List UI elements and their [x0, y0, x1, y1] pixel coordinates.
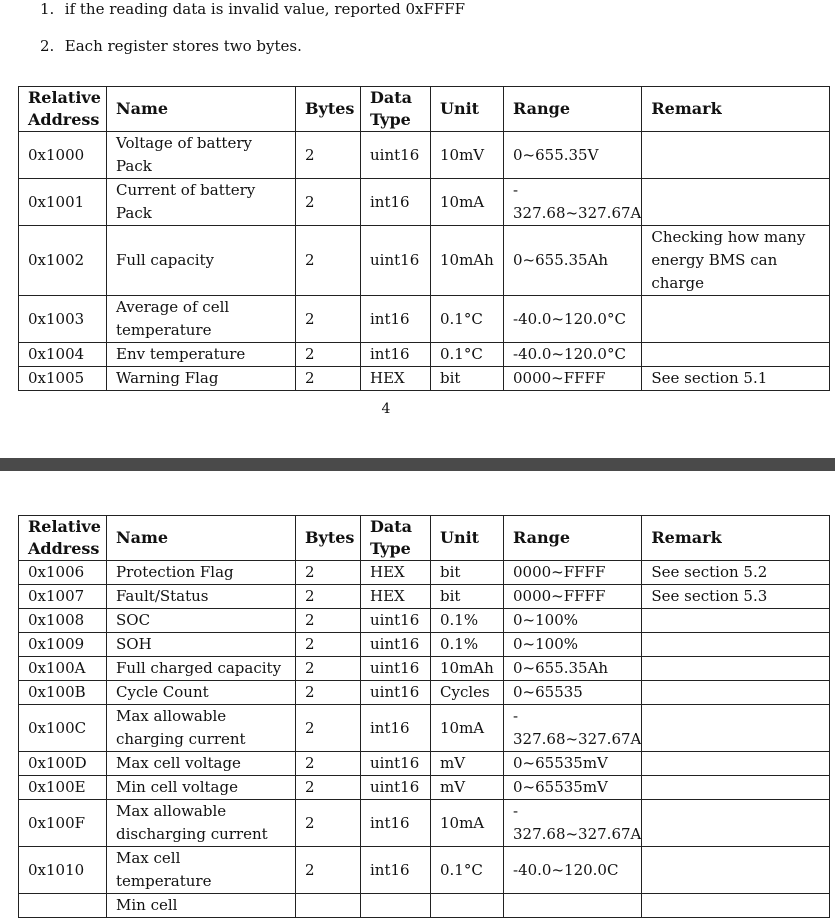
header-row — [19, 87, 830, 132]
address-cell: 0x1005 — [19, 367, 107, 391]
address-cell: 0x1000 — [19, 132, 107, 179]
remark-cell: See section 5.1 — [642, 367, 830, 391]
table-header — [19, 516, 830, 561]
bytes-cell: 2 — [296, 585, 361, 609]
remark-cell — [642, 776, 830, 800]
remark-cell: See section 5.3 — [642, 585, 830, 609]
bytes-cell: 2 — [296, 776, 361, 800]
bytes-cell: 2 — [296, 609, 361, 633]
data-type-cell: uint16 — [361, 609, 431, 633]
range-cell: 0~65535mV — [504, 776, 642, 800]
address-cell: 0x100C — [19, 705, 107, 752]
table-row — [19, 776, 830, 800]
range-cell: 0000~FFFF — [504, 561, 642, 585]
range-cell: 0~100% — [504, 609, 642, 633]
unit-cell: 0.1°C — [431, 847, 504, 894]
remark-cell — [642, 179, 830, 226]
remark-cell — [642, 800, 830, 847]
unit-cell: bit — [431, 367, 504, 391]
unit-cell: 0.1% — [431, 633, 504, 657]
table-row — [19, 226, 830, 296]
table-row — [19, 585, 830, 609]
remark-cell — [642, 752, 830, 776]
bytes-cell: 2 — [296, 561, 361, 585]
address-cell: 0x1006 — [19, 561, 107, 585]
range-cell: -40.0~120.0°C — [504, 296, 642, 343]
range-cell: 0~655.35Ah — [504, 657, 642, 681]
bytes-cell: 2 — [296, 705, 361, 752]
bytes-cell: 2 — [296, 367, 361, 391]
name-cell: Cycle Count — [107, 681, 296, 705]
header-data-type: Data Type — [361, 87, 431, 132]
bytes-cell — [296, 894, 361, 918]
header-remark: Remark — [642, 516, 830, 561]
bytes-cell: 2 — [296, 847, 361, 894]
note-number: 2. — [40, 37, 55, 55]
unit-cell: 10mA — [431, 179, 504, 226]
unit-cell: 0.1°C — [431, 296, 504, 343]
address-cell: 0x100D — [19, 752, 107, 776]
remark-cell — [642, 681, 830, 705]
data-type-cell: HEX — [361, 561, 431, 585]
name-cell: SOH — [107, 633, 296, 657]
note-text: if the reading data is invalid value, reported 0xFFFF — [64, 0, 466, 18]
data-type-cell: uint16 — [361, 752, 431, 776]
table-row — [19, 609, 830, 633]
unit-cell: mV — [431, 776, 504, 800]
data-type-cell: int16 — [361, 296, 431, 343]
unit-cell: 10mAh — [431, 657, 504, 681]
bytes-cell: 2 — [296, 681, 361, 705]
remark-cell — [642, 847, 830, 894]
name-cell: Full capacity — [107, 226, 296, 296]
table-row — [19, 894, 830, 918]
remark-cell: Checking how many energy BMS can charge — [642, 226, 830, 296]
header-bytes: Bytes — [296, 516, 361, 561]
range-cell: - 327.68~327.67A — [504, 800, 642, 847]
register-table-2 — [18, 515, 830, 918]
range-cell: 0~65535mV — [504, 752, 642, 776]
address-cell: 0x1007 — [19, 585, 107, 609]
table-body — [19, 561, 830, 918]
header-remark: Remark — [642, 87, 830, 132]
remark-cell — [642, 894, 830, 918]
name-cell: Current of battery Pack — [107, 179, 296, 226]
unit-cell: 10mA — [431, 705, 504, 752]
name-cell: Min cell — [107, 894, 296, 918]
address-cell: 0x1004 — [19, 343, 107, 367]
table-row — [19, 847, 830, 894]
unit-cell: mV — [431, 752, 504, 776]
name-cell: Env temperature — [107, 343, 296, 367]
note-number: 1. — [40, 0, 55, 18]
name-cell: Max cell voltage — [107, 752, 296, 776]
address-cell: 0x1001 — [19, 179, 107, 226]
table-row — [19, 561, 830, 585]
remark-cell — [642, 296, 830, 343]
page-divider — [0, 458, 835, 471]
table-body — [19, 132, 830, 391]
header-address: Relative Address — [19, 516, 107, 561]
table-header — [19, 87, 830, 132]
table-row — [19, 343, 830, 367]
table-row — [19, 752, 830, 776]
name-cell: Fault/Status — [107, 585, 296, 609]
data-type-cell: int16 — [361, 179, 431, 226]
name-cell: Max allowable discharging current — [107, 800, 296, 847]
unit-cell: 10mA — [431, 800, 504, 847]
data-type-cell: uint16 — [361, 633, 431, 657]
remark-cell — [642, 633, 830, 657]
header-data-type: Data Type — [361, 516, 431, 561]
note-text: Each register stores two bytes. — [64, 37, 302, 55]
address-cell: 0x100F — [19, 800, 107, 847]
bytes-cell: 2 — [296, 343, 361, 367]
name-cell: Average of cell temperature — [107, 296, 296, 343]
bytes-cell: 2 — [296, 179, 361, 226]
note-1 — [40, 0, 465, 18]
bytes-cell: 2 — [296, 633, 361, 657]
range-cell: 0000~FFFF — [504, 585, 642, 609]
range-cell: - 327.68~327.67A — [504, 705, 642, 752]
name-cell: Warning Flag — [107, 367, 296, 391]
data-type-cell: int16 — [361, 343, 431, 367]
address-cell: 0x1002 — [19, 226, 107, 296]
header-name: Name — [107, 87, 296, 132]
header-row — [19, 516, 830, 561]
header-unit: Unit — [431, 516, 504, 561]
table-row — [19, 657, 830, 681]
range-cell: - 327.68~327.67A — [504, 179, 642, 226]
data-type-cell: uint16 — [361, 776, 431, 800]
name-cell: Full charged capacity — [107, 657, 296, 681]
data-type-cell: int16 — [361, 800, 431, 847]
name-cell: Max cell temperature — [107, 847, 296, 894]
table-row — [19, 296, 830, 343]
range-cell: -40.0~120.0°C — [504, 343, 642, 367]
address-cell: 0x100A — [19, 657, 107, 681]
data-type-cell — [361, 894, 431, 918]
range-cell: 0~65535 — [504, 681, 642, 705]
bytes-cell: 2 — [296, 226, 361, 296]
unit-cell: Cycles — [431, 681, 504, 705]
range-cell: 0~100% — [504, 633, 642, 657]
range-cell: 0~655.35V — [504, 132, 642, 179]
range-cell: -40.0~120.0C — [504, 847, 642, 894]
data-type-cell: HEX — [361, 585, 431, 609]
header-name: Name — [107, 516, 296, 561]
header-range: Range — [504, 516, 642, 561]
table-row — [19, 681, 830, 705]
address-cell: 0x1009 — [19, 633, 107, 657]
table-row — [19, 705, 830, 752]
name-cell: Voltage of battery Pack — [107, 132, 296, 179]
address-cell: 0x100E — [19, 776, 107, 800]
header-unit: Unit — [431, 87, 504, 132]
bytes-cell: 2 — [296, 657, 361, 681]
data-type-cell: int16 — [361, 705, 431, 752]
note-2 — [40, 37, 302, 55]
unit-cell: 0.1% — [431, 609, 504, 633]
unit-cell: bit — [431, 585, 504, 609]
data-type-cell: uint16 — [361, 132, 431, 179]
remark-cell — [642, 343, 830, 367]
table-row — [19, 132, 830, 179]
table-row — [19, 179, 830, 226]
register-table-1 — [18, 86, 830, 391]
range-cell — [504, 894, 642, 918]
data-type-cell: uint16 — [361, 226, 431, 296]
unit-cell: bit — [431, 561, 504, 585]
remark-cell — [642, 132, 830, 179]
unit-cell: 10mAh — [431, 226, 504, 296]
bytes-cell: 2 — [296, 800, 361, 847]
table-row — [19, 800, 830, 847]
address-cell: 0x100B — [19, 681, 107, 705]
table-row — [19, 367, 830, 391]
unit-cell: 0.1°C — [431, 343, 504, 367]
data-type-cell: uint16 — [361, 681, 431, 705]
header-range: Range — [504, 87, 642, 132]
header-bytes: Bytes — [296, 87, 361, 132]
address-cell: 0x1008 — [19, 609, 107, 633]
address-cell: 0x1010 — [19, 847, 107, 894]
remark-cell — [642, 657, 830, 681]
bytes-cell: 2 — [296, 296, 361, 343]
bytes-cell: 2 — [296, 132, 361, 179]
unit-cell — [431, 894, 504, 918]
unit-cell: 10mV — [431, 132, 504, 179]
data-type-cell: HEX — [361, 367, 431, 391]
address-cell: 0x1003 — [19, 296, 107, 343]
remark-cell: See section 5.2 — [642, 561, 830, 585]
range-cell: 0000~FFFF — [504, 367, 642, 391]
remark-cell — [642, 705, 830, 752]
table-row — [19, 633, 830, 657]
bytes-cell: 2 — [296, 752, 361, 776]
range-cell: 0~655.35Ah — [504, 226, 642, 296]
name-cell: Protection Flag — [107, 561, 296, 585]
name-cell: Max allowable charging current — [107, 705, 296, 752]
remark-cell — [642, 609, 830, 633]
data-type-cell: uint16 — [361, 657, 431, 681]
address-cell — [19, 894, 107, 918]
name-cell: Min cell voltage — [107, 776, 296, 800]
header-address: Relative Address — [19, 87, 107, 132]
name-cell: SOC — [107, 609, 296, 633]
page-number: 4 — [381, 401, 391, 417]
data-type-cell: int16 — [361, 847, 431, 894]
